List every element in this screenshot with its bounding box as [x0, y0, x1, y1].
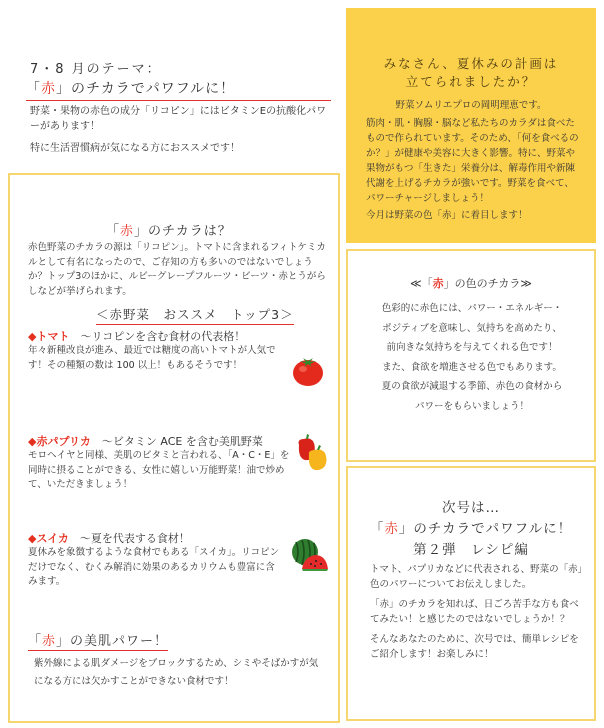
- item-tomato-head: ◆トマト ～リコピンを含む食材の代表格！: [28, 330, 246, 343]
- intro-box: [346, 8, 596, 243]
- next-issue-body: トマト、パプリカなどに代表される、野菜の「赤」色のパワーについてお伝えしました。 「赤」のチカラを知れば、日ごろ苦手な方も食べてみたい！と感じたのではないでしょうか！？ そんなあなたのために、次号では、簡単レシピをご紹介します！お楽しみに！: [370, 564, 583, 660]
- intro-subtitle: 野菜ソムリエプロの岡明理恵です。: [395, 100, 547, 111]
- top3-heading: ＜赤野菜 おススメ トップ3＞: [96, 305, 294, 325]
- theme-body: [30, 104, 335, 156]
- tomato-icon: [291, 355, 325, 387]
- watermelon-icon: [288, 537, 330, 573]
- theme-label: 7・8 月のテーマ：: [30, 62, 162, 77]
- theme-title-red: 赤: [41, 81, 56, 97]
- red-power-body: 赤色野菜のチカラの源は「リコピン」。トマトに含まれるフィトケミカルとして有名になったので、ご存知の方も多いのではないでしょうか？トップ3のほかに、ルビーグレープフルーツ・ビーツ・赤とうがらしなどが挙げられます。: [28, 242, 326, 297]
- color-power-box: [346, 249, 596, 462]
- next-issue-box: [346, 466, 596, 721]
- red-power-title: 「赤」のチカラは？: [106, 224, 232, 239]
- beauty-body: 紫外線による肌ダメージをブロックするため、シミやそばかすが気になる方には欠かすことができない食材です！: [34, 658, 319, 687]
- item-tomato-desc: 年々新種改良が進み、最近では糖度の高いトマトが人気です！その種類の数は 100 以上！もあるそうです！: [28, 345, 276, 371]
- color-power-body: 色彩的に赤色には、パワー・エネルギー・ ポジティブを意味し、気持ちを高めたり、 前向きな気持ちを与えてくれる色です！ また、食欲を増進させる色でもあります。 夏の食欲が減退する季節、赤色の食材から パワーをもらいましょう！: [381, 303, 563, 412]
- item-watermelon-head: ◆スイカ ～夏を代表する食材！: [28, 532, 190, 545]
- beauty-title: 「赤」の美肌パワー！: [28, 630, 168, 651]
- item-paprika-head: ◆赤パプリカ ～ビタミン ACE を含む美肌野菜: [28, 435, 263, 448]
- theme-paragraph-1: 野菜・果物の赤色の成分「リコピン」にはビタミンEの抗酸化パワーがあります！: [30, 106, 327, 132]
- color-power-title: ≪「赤」の色のチカラ≫: [410, 277, 532, 290]
- intro-footer: 今月は野菜の色「赤」に着目します！: [366, 210, 528, 221]
- theme-title: 「赤」のチカラでパワフルに！: [26, 78, 331, 101]
- intro-body: 筋肉・肌・胸腺・脳など私たちのカラダは食べたもので作られています。そのため、「何を食べるのか？」が健康や美容に大きく影響。特に、野菜や果物がもつ「生きた」栄養分は、解毒作用や新陳代謝を上げるチカラが強いです。野菜を食べて、パワーチャージしましょう！: [366, 118, 579, 204]
- next-issue-title: 次号は… 「赤」のチカラでパワフルに！ 第２弾 レシピ編: [369, 500, 573, 558]
- item-watermelon-desc: 夏休みを象徴するような食材でもある「スイカ」。リコピンだけでなく、むくみ解消に効果のあるカリウムも豊富に含みます。: [28, 547, 280, 587]
- item-paprika-desc: モロヘイヤと同様、美肌のビタミと言われる、「A・C・E」を同時に摂ることができる、女性に嬉しい万能野菜！油で炒めて、いただきましょう！: [28, 450, 290, 490]
- paprika-icon: [295, 433, 331, 473]
- intro-title: みなさん、夏休みの計画は 立てられましたか？: [383, 56, 559, 89]
- main-content-box: [8, 173, 340, 723]
- theme-paragraph-2: 特に生活習慣病が気になる方におススメです！: [30, 143, 240, 154]
